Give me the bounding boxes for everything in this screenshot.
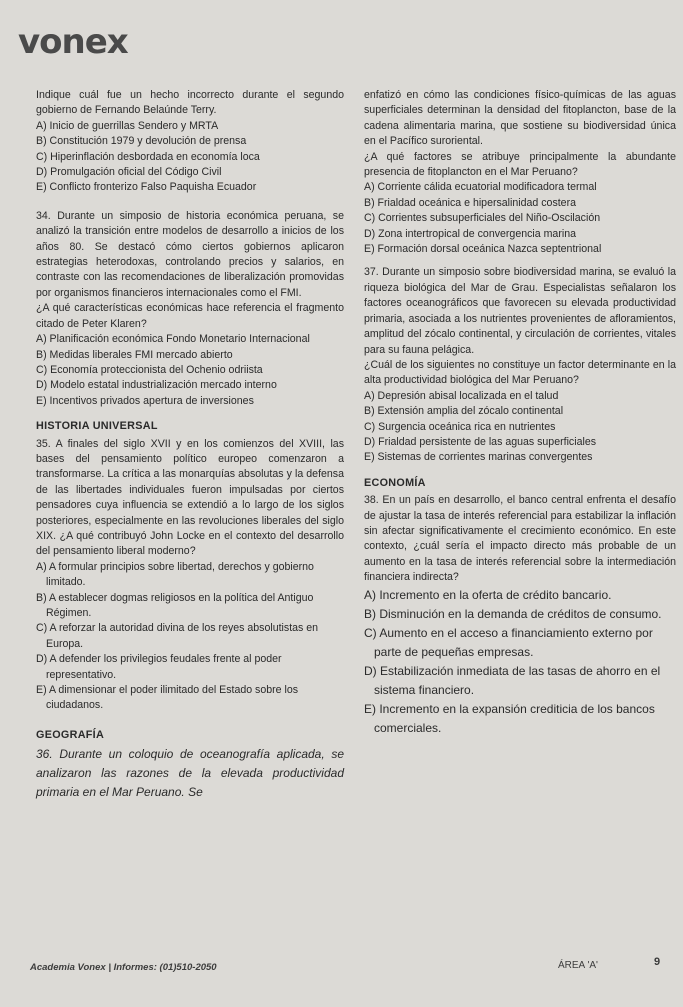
option: E) Incremento en la expansión crediticia de los bancos comerciales. — [364, 701, 655, 735]
option: D) Estabilización inmediata de las tasas de ahorro en el sistema financiero. — [364, 663, 661, 697]
option: A) A formular principios sobre libertad, derechos y gobierno limitado. — [36, 560, 314, 589]
question-37-ask: ¿Cuál de los siguientes no constituye un factor determinante en la alta productividad biológica del Mar Peruano? — [364, 358, 676, 387]
section-historia-universal: HISTORIA UNIVERSAL — [36, 420, 158, 433]
option: C) Economía proteccionista del Ochenio odriista — [36, 363, 263, 376]
question-35-options — [36, 560, 344, 714]
option: C) A reforzar la autoridad divina de los reyes absolutistas en Europa. — [36, 622, 319, 650]
question-36-continued: enfatizó en cómo las condiciones físico-químicas de las aguas superficiales determinan la densidad del fitoplancton, base de la cadena alimentaria marina, que sostiene su biodiversidad única en el Pacífico suroriental. — [364, 89, 676, 148]
option: C) Surgencia oceánica rica en nutrientes — [364, 420, 556, 433]
option: E) Sistemas de corrientes marinas convergentes — [364, 451, 593, 464]
option: B) Frialdad oceánica e hipersalinidad costera — [364, 196, 576, 209]
option: A) Corriente cálida ecuatorial modificadora termal — [364, 181, 597, 194]
option: A) Planificación económica Fondo Monetario Internacional — [36, 333, 310, 346]
option: B) Medidas liberales FMI mercado abierto — [36, 348, 233, 361]
option: D) Zona intertropical de convergencia marina — [364, 227, 576, 240]
question-37-options — [364, 389, 676, 466]
footer-area: ÁREA 'A' — [558, 960, 598, 971]
option: A) Inicio de guerrillas Sendero y MRTA — [36, 119, 219, 132]
option: A) Incremento en la oferta de crédito bancario. — [364, 587, 612, 602]
question-38-options — [364, 586, 676, 738]
option: C) Corrientes subsuperficiales del Niño-Oscilación — [364, 212, 601, 225]
option: D) Modelo estatal industrialización mercado interno — [36, 379, 277, 392]
option: E) Incentivos privados apertura de inversiones — [36, 394, 254, 407]
option: E) A dimensionar el poder ilimitado del Estado sobre los ciudadanos. — [36, 684, 299, 712]
option: C) Aumento en el acceso a financiamiento externo por parte de pequeñas empresas. — [364, 625, 653, 659]
section-geografia: GEOGRAFÍA — [36, 728, 105, 741]
question-34: 34. Durante un simposio de historia económica peruana, se analizó la transición entre modelos de desarrollo a inicios de los años 80. Se destacó cómo ciertos gobiernos aplicaron estrategias heterodoxas, controlando precios y salarios, en contraste con las recomendaciones de liberalización promovidas por organismos financieros internacionales como el FMI. — [36, 209, 344, 299]
question-37: 37. Durante un simposio sobre biodiversidad marina, se evaluó la riqueza biológica del Mar de Grau. Especialistas señalaron los factores oceanográficos que favorecen su elevada productividad primaria, asociada a los nutrientes provenientes de afloramientos, amplitud del zócalo continental, y circulación de corrientes, vitales para su fauna pelágica. — [364, 266, 676, 356]
footer-academy: Academia Vonex | Informes: (01)510-2050 — [30, 962, 217, 973]
question-34-ask: ¿A qué características económicas hace referencia el fragmento citado de Peter Klaren? — [36, 302, 344, 330]
option: D) A defender los privilegios feudales frente al poder representativo. — [36, 653, 282, 681]
left-column — [36, 88, 344, 802]
question-intro: Indique cuál fue un hecho incorrecto durante el segundo gobierno de Fernando Belaúnde Terry. — [36, 89, 344, 117]
page-number: 9 — [654, 956, 661, 968]
option: B) Disminución en la demanda de créditos de consumo. — [364, 606, 662, 621]
option: D) Promulgación oficial del Código Civil — [36, 166, 222, 179]
option: E) Conflicto fronterizo Falso Paquisha Ecuador — [36, 181, 257, 194]
option: C) Hiperinflación desbordada en economía loca — [36, 150, 260, 163]
question-intro-options — [36, 119, 344, 196]
vonex-logo: vonex — [18, 22, 128, 62]
option: E) Formación dorsal oceánica Nazca septentrional — [364, 243, 602, 256]
question-35: 35. A finales del siglo XVII y en los comienzos del XVIII, las bases del pensamiento político europeo comenzaron a transformarse. La crítica a las monarquías absolutas y la defensa de las libertades individuales fueron impulsadas por ciertos pensadores cuya influencia se extendió a lo largo de los siglos posteriores, especialmente en las revoluciones liberales del siglo XIX. ¿A qué contribuyó John Locke en el contexto del desarrollo del pensamiento liberal moderno? — [36, 437, 344, 558]
option: B) Constitución 1979 y devolución de prensa — [36, 135, 247, 148]
option: A) Depresión abisal localizada en el talud — [364, 389, 559, 402]
question-34-options — [36, 332, 344, 409]
option: D) Frialdad persistente de las aguas superficiales — [364, 435, 597, 448]
right-column — [364, 88, 676, 738]
question-36-options — [364, 180, 676, 257]
question-36: 36. Durante un coloquio de oceanografía aplicada, se analizaron las razones de la elevada productividad primaria en el Mar Peruano. Se — [36, 747, 344, 800]
question-36-ask: ¿A qué factores se atribuye principalmente la abundante presencia de fitoplancton en el Mar Peruano? — [364, 150, 676, 179]
question-38: 38. En un país en desarrollo, el banco central enfrenta el desafío de ajustar la tasa de interés referencial para estabilizar la inflación sin afectar significativamente el crecimiento económico. En este contexto, ¿cuál sería el impacto directo más probable de un aumento en la tasa de interés referencial sobre la intermediación financiera indirecta? — [364, 494, 676, 584]
option: B) Extensión amplia del zócalo continental — [364, 405, 564, 418]
section-economia: ECONOMÍA — [364, 476, 426, 489]
option: B) A establecer dogmas religiosos en la política del Antiguo Régimen. — [36, 591, 314, 619]
